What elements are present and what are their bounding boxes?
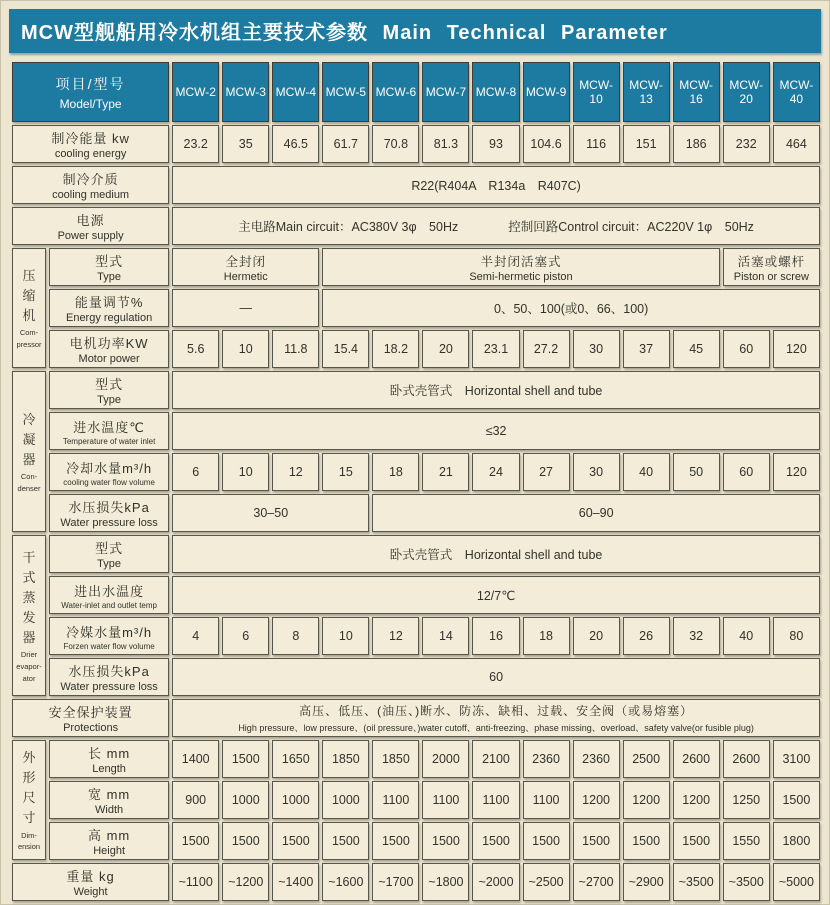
cell-cooling-energy-0: 23.2 <box>172 125 219 163</box>
row-label-water-inlet-temp: 进水温度℃ Temperature of water inlet <box>49 412 169 450</box>
header-model-mcw-8: MCW-8 <box>472 62 519 122</box>
cell-frozen-water-flow-6: 16 <box>472 617 519 655</box>
cell-cooling-energy-1: 35 <box>222 125 269 163</box>
cell-width-5: 1100 <box>422 781 469 819</box>
cell-frozen-water-flow-12: 80 <box>773 617 820 655</box>
cell-length-2: 1650 <box>272 740 319 778</box>
header-model-mcw-20: MCW-20 <box>723 62 770 122</box>
cell-cooling-energy-8: 116 <box>573 125 620 163</box>
header-model-mcw-6: MCW-6 <box>372 62 419 122</box>
table-row-height <box>12 822 820 860</box>
table-row-evaporator-pressure-loss <box>12 658 820 696</box>
cell-weight-3: ~1600 <box>322 863 369 901</box>
table-row-cooling-medium <box>12 166 820 204</box>
table-row-frozen-water-flow <box>12 617 820 655</box>
cell-cooling-medium-0: R22(R404A R134a R407C) <box>172 166 820 204</box>
cell-protections-0: 高压、低压、(油压、)断水、防冻、缺相、过载、安全阀（或易熔塞） High pressure、low pressure、(oil pressure、)water cutoff、anti-freezing、phase missing、overload、safety valve(or fusible plug) <box>172 699 820 737</box>
cell-height-1: 1500 <box>222 822 269 860</box>
cell-width-10: 1200 <box>673 781 720 819</box>
cell-weight-6: ~2000 <box>472 863 519 901</box>
cell-cooling-water-flow-9: 40 <box>623 453 670 491</box>
cell-length-6: 2100 <box>472 740 519 778</box>
section-label-evaporator-type: 干 式 蒸 发 器 Drier evapor- ator <box>12 535 46 696</box>
cell-compressor-type-0: 全封闭 Hermetic <box>172 248 319 286</box>
cell-cooling-water-flow-12: 120 <box>773 453 820 491</box>
cell-cooling-energy-10: 186 <box>673 125 720 163</box>
section-label-length: 外 形 尺 寸 Dim- ension <box>12 740 46 860</box>
header-model-mcw-40: MCW-40 <box>773 62 820 122</box>
cell-length-9: 2500 <box>623 740 670 778</box>
cell-length-5: 2000 <box>422 740 469 778</box>
cell-width-8: 1200 <box>573 781 620 819</box>
header-model-mcw-5: MCW-5 <box>322 62 369 122</box>
cell-compressor-type-1: 半封闭活塞式 Semi-hermetic piston <box>322 248 719 286</box>
cell-weight-11: ~3500 <box>723 863 770 901</box>
cell-cooling-energy-9: 151 <box>623 125 670 163</box>
header-model-mcw-3: MCW-3 <box>222 62 269 122</box>
row-label-width: 宽 mm Width <box>49 781 169 819</box>
cell-cooling-water-flow-4: 18 <box>372 453 419 491</box>
table-row-compressor-type <box>12 248 820 286</box>
cell-frozen-water-flow-11: 40 <box>723 617 770 655</box>
cell-width-7: 1100 <box>523 781 570 819</box>
cell-motor-power-12: 120 <box>773 330 820 368</box>
cell-frozen-water-flow-8: 20 <box>573 617 620 655</box>
cell-width-1: 1000 <box>222 781 269 819</box>
cell-motor-power-9: 37 <box>623 330 670 368</box>
table-row-water-inlet-temp <box>12 412 820 450</box>
cell-compressor-type-2: 活塞或螺杆 Piston or screw <box>723 248 820 286</box>
cell-length-8: 2360 <box>573 740 620 778</box>
cell-length-10: 2600 <box>673 740 720 778</box>
table-row-condenser-type <box>12 371 820 409</box>
cell-height-6: 1500 <box>472 822 519 860</box>
header-row <box>12 62 820 122</box>
row-label-length: 长 mm Length <box>49 740 169 778</box>
cell-frozen-water-flow-9: 26 <box>623 617 670 655</box>
header-model-mcw-9: MCW-9 <box>523 62 570 122</box>
row-label-cooling-energy: 制冷能量 kw cooling energy <box>12 125 169 163</box>
header-model-mcw-2: MCW-2 <box>172 62 219 122</box>
cell-cooling-water-flow-8: 30 <box>573 453 620 491</box>
cell-condenser-pressure-loss-1: 60–90 <box>372 494 820 532</box>
page-title: MCW型舰船用冷水机组主要技术参数 Main Technical Parameter <box>9 9 821 53</box>
cell-cooling-water-flow-5: 21 <box>422 453 469 491</box>
row-label-power-supply: 电源 Power supply <box>12 207 169 245</box>
cell-weight-5: ~1800 <box>422 863 469 901</box>
cell-cooling-water-flow-11: 60 <box>723 453 770 491</box>
table-row-motor-power <box>12 330 820 368</box>
cell-frozen-water-flow-3: 10 <box>322 617 369 655</box>
cell-height-9: 1500 <box>623 822 670 860</box>
cell-motor-power-6: 23.1 <box>472 330 519 368</box>
cell-motor-power-3: 15.4 <box>322 330 369 368</box>
section-label-compressor-type: 压 缩 机 Com- pressor <box>12 248 46 368</box>
cell-weight-0: ~1100 <box>172 863 219 901</box>
header-model-mcw-13: MCW-13 <box>623 62 670 122</box>
table-row-weight <box>12 863 820 901</box>
row-label-water-inlet-outlet-temp: 进出水温度 Water-inlet and outlet temp <box>49 576 169 614</box>
cell-frozen-water-flow-4: 12 <box>372 617 419 655</box>
cell-motor-power-8: 30 <box>573 330 620 368</box>
cell-water-inlet-temp-0: ≤32 <box>172 412 820 450</box>
header-model-mcw-16: MCW-16 <box>673 62 720 122</box>
cell-height-10: 1500 <box>673 822 720 860</box>
row-label-motor-power: 电机功率KW Motor power <box>49 330 169 368</box>
section-label-condenser-type: 冷 凝 器 Con- denser <box>12 371 46 532</box>
cell-cooling-water-flow-1: 10 <box>222 453 269 491</box>
row-label-cooling-medium: 制冷介质 cooling medium <box>12 166 169 204</box>
cell-frozen-water-flow-2: 8 <box>272 617 319 655</box>
row-label-condenser-type: 型式 Type <box>49 371 169 409</box>
cell-frozen-water-flow-10: 32 <box>673 617 720 655</box>
cell-cooling-water-flow-2: 12 <box>272 453 319 491</box>
parameters-table <box>9 59 823 904</box>
row-label-frozen-water-flow: 冷媒水量m³/h Forzen water flow volume <box>49 617 169 655</box>
cell-width-12: 1500 <box>773 781 820 819</box>
cell-cooling-water-flow-6: 24 <box>472 453 519 491</box>
cell-cooling-energy-11: 232 <box>723 125 770 163</box>
cell-motor-power-2: 11.8 <box>272 330 319 368</box>
cell-length-12: 3100 <box>773 740 820 778</box>
cell-cooling-energy-4: 70.8 <box>372 125 419 163</box>
cell-cooling-energy-7: 104.6 <box>523 125 570 163</box>
table-row-width <box>12 781 820 819</box>
table-row-water-inlet-outlet-temp <box>12 576 820 614</box>
cell-length-7: 2360 <box>523 740 570 778</box>
cell-frozen-water-flow-1: 6 <box>222 617 269 655</box>
header-model-mcw-4: MCW-4 <box>272 62 319 122</box>
cell-frozen-water-flow-5: 14 <box>422 617 469 655</box>
cell-height-0: 1500 <box>172 822 219 860</box>
cell-height-11: 1550 <box>723 822 770 860</box>
cell-weight-10: ~3500 <box>673 863 720 901</box>
row-label-weight: 重量 kg Weight <box>12 863 169 901</box>
row-label-height: 高 mm Height <box>49 822 169 860</box>
cell-motor-power-0: 5.6 <box>172 330 219 368</box>
table-row-energy-regulation <box>12 289 820 327</box>
cell-height-12: 1800 <box>773 822 820 860</box>
cell-cooling-energy-5: 81.3 <box>422 125 469 163</box>
cell-weight-7: ~2500 <box>523 863 570 901</box>
cell-condenser-pressure-loss-0: 30–50 <box>172 494 369 532</box>
row-label-cooling-water-flow: 冷却水量m³/h cooling water flow volume <box>49 453 169 491</box>
cell-weight-12: ~5000 <box>773 863 820 901</box>
table-body <box>12 125 820 901</box>
table-row-condenser-pressure-loss <box>12 494 820 532</box>
table-row-length <box>12 740 820 778</box>
cell-motor-power-5: 20 <box>422 330 469 368</box>
cell-motor-power-4: 18.2 <box>372 330 419 368</box>
cell-width-9: 1200 <box>623 781 670 819</box>
cell-cooling-energy-3: 61.7 <box>322 125 369 163</box>
cell-weight-8: ~2700 <box>573 863 620 901</box>
row-label-condenser-pressure-loss: 水压损失kPa Water pressure loss <box>49 494 169 532</box>
table-row-cooling-energy <box>12 125 820 163</box>
cell-cooling-water-flow-10: 50 <box>673 453 720 491</box>
cell-width-0: 900 <box>172 781 219 819</box>
cell-width-3: 1000 <box>322 781 369 819</box>
cell-height-7: 1500 <box>523 822 570 860</box>
cell-cooling-water-flow-0: 6 <box>172 453 219 491</box>
cell-length-4: 1850 <box>372 740 419 778</box>
header-model-type-label: 项目/型号 Model/Type <box>12 62 169 122</box>
cell-evaporator-type-0: 卧式壳管式 Horizontal shell and tube <box>172 535 820 573</box>
cell-frozen-water-flow-7: 18 <box>523 617 570 655</box>
cell-height-3: 1500 <box>322 822 369 860</box>
cell-motor-power-1: 10 <box>222 330 269 368</box>
table-row-protections <box>12 699 820 737</box>
cell-length-1: 1500 <box>222 740 269 778</box>
table-row-power-supply <box>12 207 820 245</box>
header-model-mcw-7: MCW-7 <box>422 62 469 122</box>
cell-width-6: 1100 <box>472 781 519 819</box>
cell-frozen-water-flow-0: 4 <box>172 617 219 655</box>
cell-weight-4: ~1700 <box>372 863 419 901</box>
cell-motor-power-11: 60 <box>723 330 770 368</box>
cell-cooling-water-flow-7: 27 <box>523 453 570 491</box>
cell-height-5: 1500 <box>422 822 469 860</box>
cell-water-inlet-outlet-temp-0: 12/7℃ <box>172 576 820 614</box>
cell-width-4: 1100 <box>372 781 419 819</box>
cell-length-3: 1850 <box>322 740 369 778</box>
table-row-evaporator-type <box>12 535 820 573</box>
cell-power-supply-0: 主电路Main circuit：AC380V 3φ 50Hz 控制回路Control circuit：AC220V 1φ 50Hz <box>172 207 820 245</box>
cell-condenser-type-0: 卧式壳管式 Horizontal shell and tube <box>172 371 820 409</box>
cell-weight-9: ~2900 <box>623 863 670 901</box>
table-header <box>12 62 820 122</box>
row-label-protections: 安全保护装置 Protections <box>12 699 169 737</box>
cell-width-2: 1000 <box>272 781 319 819</box>
row-label-evaporator-pressure-loss: 水压损失kPa Water pressure loss <box>49 658 169 696</box>
cell-energy-regulation-0: — <box>172 289 319 327</box>
cell-height-8: 1500 <box>573 822 620 860</box>
cell-width-11: 1250 <box>723 781 770 819</box>
cell-length-0: 1400 <box>172 740 219 778</box>
cell-cooling-energy-6: 93 <box>472 125 519 163</box>
cell-cooling-energy-2: 46.5 <box>272 125 319 163</box>
cell-motor-power-7: 27.2 <box>523 330 570 368</box>
cell-weight-2: ~1400 <box>272 863 319 901</box>
cell-cooling-energy-12: 464 <box>773 125 820 163</box>
cell-height-4: 1500 <box>372 822 419 860</box>
row-label-compressor-type: 型式 Type <box>49 248 169 286</box>
header-model-mcw-10: MCW-10 <box>573 62 620 122</box>
table-row-cooling-water-flow <box>12 453 820 491</box>
row-label-evaporator-type: 型式 Type <box>49 535 169 573</box>
cell-weight-1: ~1200 <box>222 863 269 901</box>
cell-length-11: 2600 <box>723 740 770 778</box>
cell-energy-regulation-1: 0、50、100(或0、66、100) <box>322 289 820 327</box>
cell-evaporator-pressure-loss-0: 60 <box>172 658 820 696</box>
row-label-energy-regulation: 能量调节% Energy regulation <box>49 289 169 327</box>
cell-height-2: 1500 <box>272 822 319 860</box>
cell-motor-power-10: 45 <box>673 330 720 368</box>
cell-cooling-water-flow-3: 15 <box>322 453 369 491</box>
